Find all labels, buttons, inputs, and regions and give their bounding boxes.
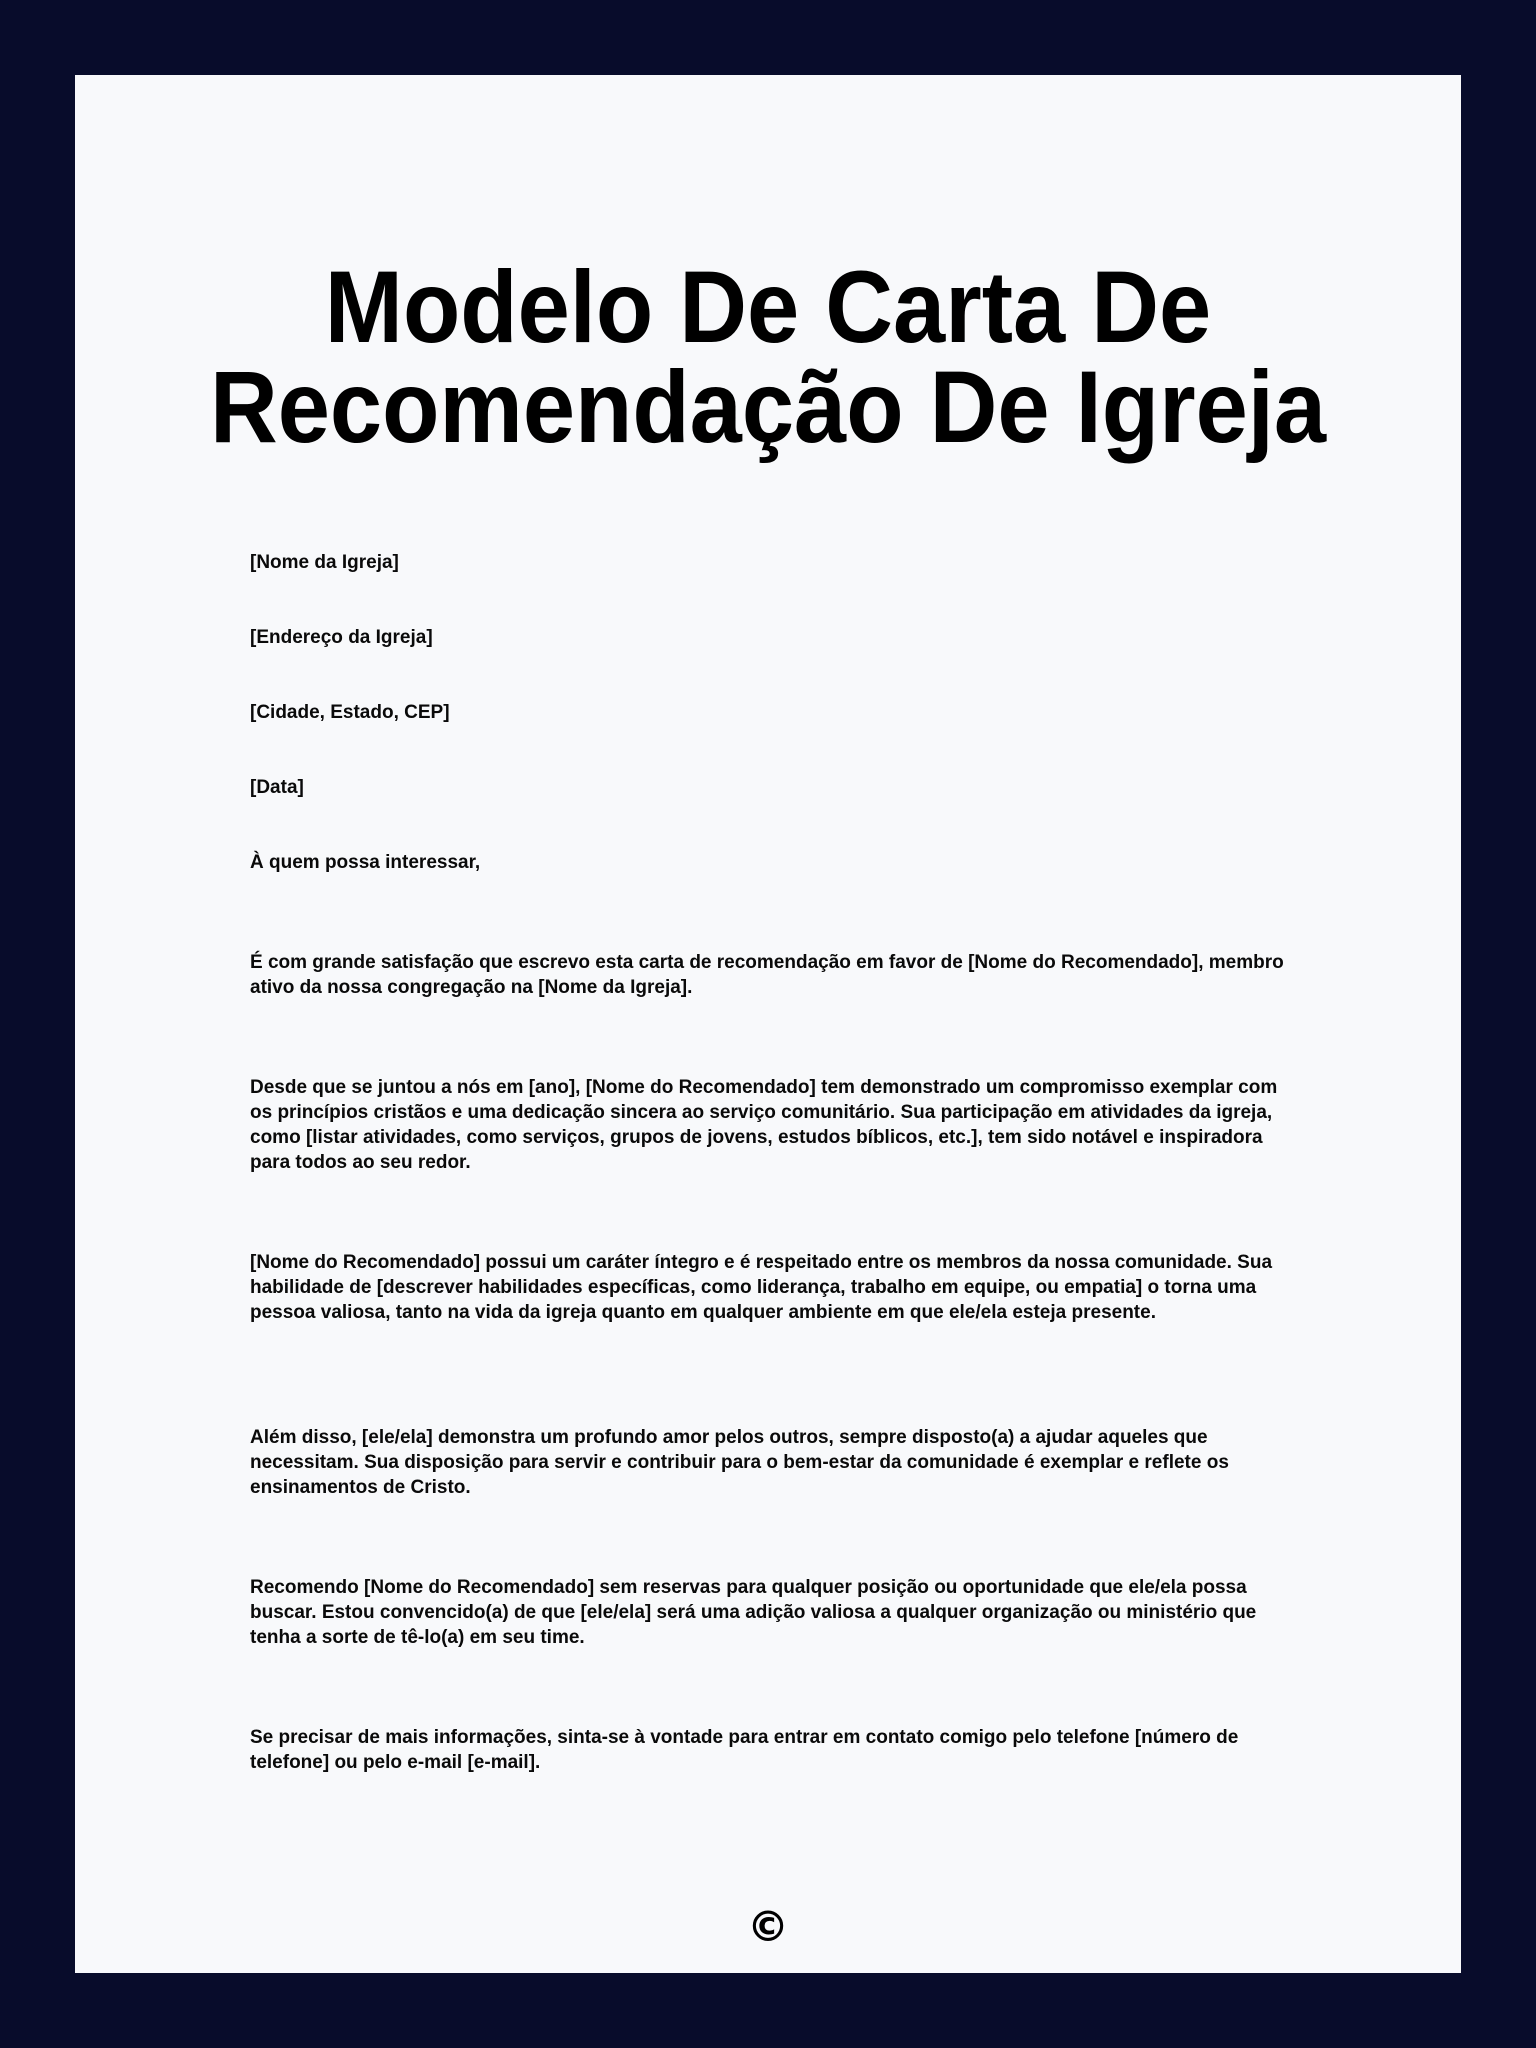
paragraph-intro: É com grande satisfação que escrevo esta carta de recomendação em favor de [Nome do Recomendado], membro ativo da nossa congregação na [Nome da Igreja]. [250, 952, 1284, 998]
title-line-2: Recomendação De Igreja [209, 350, 1327, 464]
paragraph-service: Além disso, [ele/ela] demonstra um profundo amor pelos outros, sempre disposto(a) a ajudar aqueles que necessitam. Sua disposição para servir e contribuir para o bem-estar da comunidade é exemplar e reflete os ensinamentos de Cristo. [250, 1427, 1229, 1498]
city-state-zip: [Cidade, Estado, CEP] [250, 702, 450, 723]
letter-page [75, 75, 1461, 1973]
page-title [130, 250, 1405, 464]
paragraph-character: [Nome do Recomendado] possui um caráter íntegro e é respeitado entre os membros da nossa comunidade. Sua habilidade de [descrever habilidades específicas, como liderança, trabalho em equipe, ou empatia] o torna uma pessoa valiosa, tanto na vida da igreja quanto em qualquer ambiente em que ele/ela esteja presente. [250, 1252, 1273, 1323]
paragraph-contact: Se precisar de mais informações, sinta-se à vontade para entrar em contato comigo pelo telefone [número de telefone] ou pelo e-mail [e-mail]. [250, 1727, 1239, 1773]
church-address: [Endereço da Igreja] [250, 627, 433, 648]
church-name: [Nome da Igreja] [250, 552, 399, 573]
paragraph-recommendation: Recomendo [Nome do Recomendado] sem reservas para qualquer posição ou oportunidade que ele/ela possa buscar. Estou convencido(a) de que [ele/ela] será uma adição valiosa a qualquer organização ou ministério que tenha a sorte de tê-lo(a) em seu time. [250, 1577, 1257, 1648]
letter-date: [Data] [250, 777, 304, 798]
title-line-1: Modelo De Carta De [324, 250, 1212, 364]
salutation: À quem possa interessar, [250, 852, 481, 873]
copyright-icon: © [747, 1902, 789, 1951]
paragraph-history: Desde que se juntou a nós em [ano], [Nome do Recomendado] tem demonstrado um compromisso exemplar com os princípios cristãos e uma dedicação sincera ao serviço comunitário. Sua participação em atividades da igreja, como [listar atividades, como serviços, grupos de jovens, estudos bíblicos, etc.], tem sido notável e inspiradora para todos ao seu redor. [250, 1077, 1278, 1173]
